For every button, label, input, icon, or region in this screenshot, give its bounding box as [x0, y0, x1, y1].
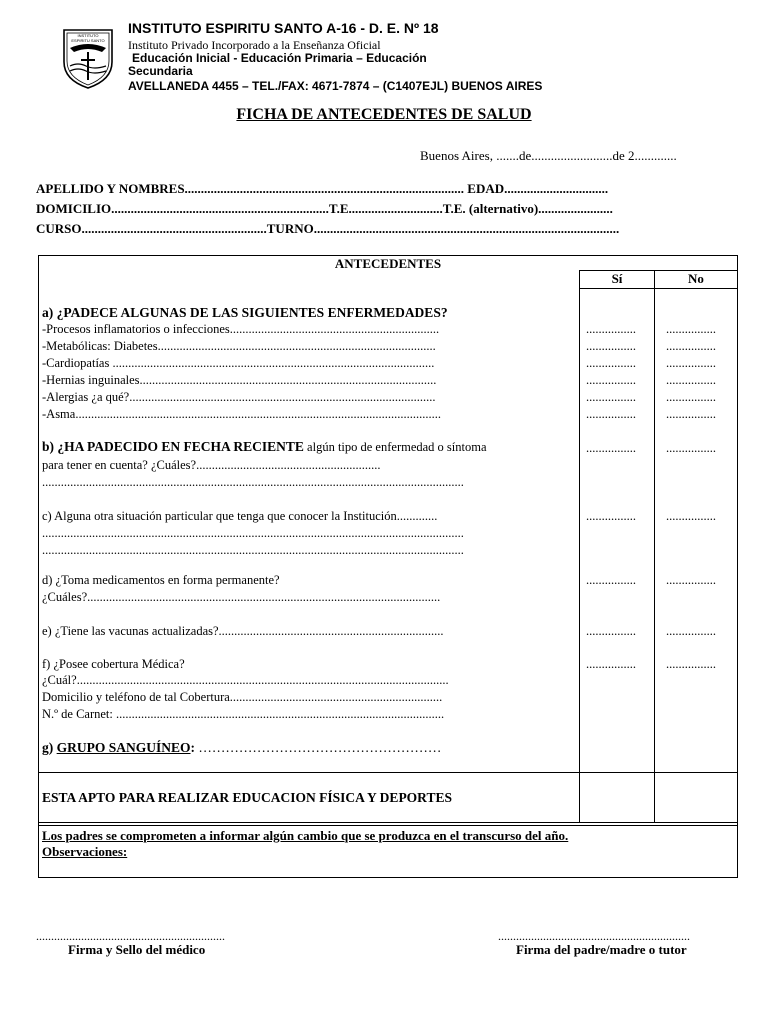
- answer-no-field[interactable]: ................: [666, 441, 716, 455]
- answer-yes-field[interactable]: ................: [586, 573, 636, 587]
- answer-no-field[interactable]: ................: [666, 339, 716, 353]
- blood-group-field[interactable]: ………………………………………………: [198, 740, 442, 755]
- answer-no-field[interactable]: ................: [666, 322, 716, 336]
- answer-no-field[interactable]: ................: [666, 624, 716, 638]
- blood-group-label: GRUPO SANGUÍNEO: [56, 740, 191, 755]
- answer-no-field[interactable]: ................: [666, 509, 716, 523]
- section-c-line1: c) Alguna otra situación particular que tenga que conocer la Institución.............: [42, 509, 438, 523]
- section-c-line2[interactable]: .......................................................................................................................................: [42, 526, 464, 540]
- school-levels-line2: Secundaria: [128, 64, 193, 78]
- answer-no-field[interactable]: ................: [666, 573, 716, 587]
- section-f-line3[interactable]: Domicilio y teléfono de tal Cobertura....................................................................: [42, 690, 443, 704]
- date-line[interactable]: Buenos Aires, .......de.........................de 2.............: [420, 148, 677, 163]
- answer-yes-field[interactable]: ................: [586, 356, 636, 370]
- section-d-line1: d) ¿Toma medicamentos en forma permanente?: [42, 573, 280, 587]
- crest-text-bottom: ESPIRITU SANTO: [71, 38, 105, 43]
- fitness-statement: ESTA APTO PARA REALIZAR EDUCACION FÍSICA Y DEPORTES: [42, 790, 452, 805]
- section-b-line3[interactable]: .......................................................................................................................................: [42, 475, 464, 489]
- answer-yes-field[interactable]: ................: [586, 624, 636, 638]
- illness-item: -Asma.....................................................................................................................: [42, 407, 441, 421]
- answer-no-field[interactable]: ................: [666, 407, 716, 421]
- answer-yes-field[interactable]: ................: [586, 407, 636, 421]
- school-name: INSTITUTO ESPIRITU SANTO A-16 - D. E. Nº 18: [128, 20, 439, 36]
- illness-item: -Metabólicas: Diabetes.........................................................................................: [42, 339, 436, 353]
- section-b-line2[interactable]: para tener en cuenta? ¿Cuáles?...........................................................: [42, 458, 381, 472]
- section-a-title: a) ¿PADECE ALGUNAS DE LAS SIGUIENTES ENFERMEDADES?: [42, 305, 448, 320]
- answer-yes-field[interactable]: ................: [586, 339, 636, 353]
- form-title-wrapper: [0, 106, 768, 124]
- answer-yes-field[interactable]: ................: [586, 509, 636, 523]
- illness-item: -Alergias ¿a qué?..................................................................................................: [42, 390, 436, 404]
- observations-label: Observaciones:: [42, 844, 128, 859]
- table-header: ANTECEDENTES: [334, 256, 442, 271]
- school-subtitle: Instituto Privado Incorporado a la Enseñanza Oficial: [128, 38, 381, 52]
- crest-text-top: INSTITUTO: [77, 33, 99, 38]
- section-d-line2[interactable]: ¿Cuáles?.................................................................................................................: [42, 590, 441, 604]
- answer-yes-field[interactable]: ................: [586, 373, 636, 387]
- column-yes: Sí: [611, 271, 623, 286]
- answer-no-field[interactable]: ................: [666, 356, 716, 370]
- illness-item: -Hernias inguinales...............................................................................................: [42, 373, 437, 387]
- school-levels-line1: Educación Inicial - Educación Primaria – Educación: [132, 51, 427, 65]
- section-e-line1: e) ¿Tiene las vacunas actualizadas?........................................................................: [42, 624, 444, 638]
- answer-yes-field[interactable]: ................: [586, 657, 636, 671]
- answer-no-field[interactable]: ................: [666, 373, 716, 387]
- school-crest-logo: [62, 28, 114, 90]
- answer-yes-field[interactable]: ................: [586, 322, 636, 336]
- parents-commitment-note: Los padres se comprometen a informar algún cambio que se produzca en el transcurso del año.: [42, 828, 569, 843]
- name-age-row[interactable]: APELLIDO Y NOMBRES...................................................................................... EDAD................................: [36, 181, 609, 196]
- section-c-line3[interactable]: .......................................................................................................................................: [42, 543, 464, 557]
- section-b-line1: [42, 439, 487, 455]
- doctor-signature-label: Firma y Sello del médico: [68, 942, 206, 957]
- form-title: FICHA DE ANTECEDENTES DE SALUD: [236, 106, 532, 123]
- guardian-signature-line[interactable]: ................................................................: [498, 929, 690, 943]
- section-b-rest: algún tipo de enfermedad o síntoma: [303, 440, 487, 454]
- answer-yes-field[interactable]: ................: [586, 390, 636, 404]
- section-f-line4[interactable]: N.º de Carnet: .........................................................................................................: [42, 707, 445, 721]
- section-f-line2[interactable]: ¿Cuál?.......................................................................................................................: [42, 673, 449, 687]
- answer-no-field[interactable]: ................: [666, 657, 716, 671]
- section-g-prefix: g): [42, 740, 57, 755]
- answer-yes-field[interactable]: ................: [586, 441, 636, 455]
- section-g-line[interactable]: [42, 740, 441, 756]
- column-no: No: [688, 271, 704, 286]
- address-phone-row[interactable]: DOMICILIO...................................................................T.E.............................T.E. (alternativo).......................: [36, 201, 613, 216]
- guardian-signature-label: Firma del padre/madre o tutor: [516, 942, 687, 957]
- course-shift-row[interactable]: CURSO.........................................................TURNO..............................................................................................: [36, 221, 620, 236]
- illness-item: -Cardiopatías .......................................................................................................: [42, 356, 435, 370]
- section-f-line1: f) ¿Posee cobertura Médica?: [42, 657, 185, 671]
- section-g-colon: :: [190, 740, 196, 755]
- section-b-bold: b) ¿HA PADECIDO EN FECHA RECIENTE: [42, 439, 304, 454]
- answer-no-field[interactable]: ................: [666, 390, 716, 404]
- doctor-signature-line[interactable]: ...............................................................: [36, 929, 225, 943]
- school-address: AVELLANEDA 4455 – TEL./FAX: 4671-7874 – (C1407EJL) BUENOS AIRES: [128, 79, 543, 93]
- illness-item: -Procesos inflamatorios o infecciones...................................................................: [42, 322, 440, 336]
